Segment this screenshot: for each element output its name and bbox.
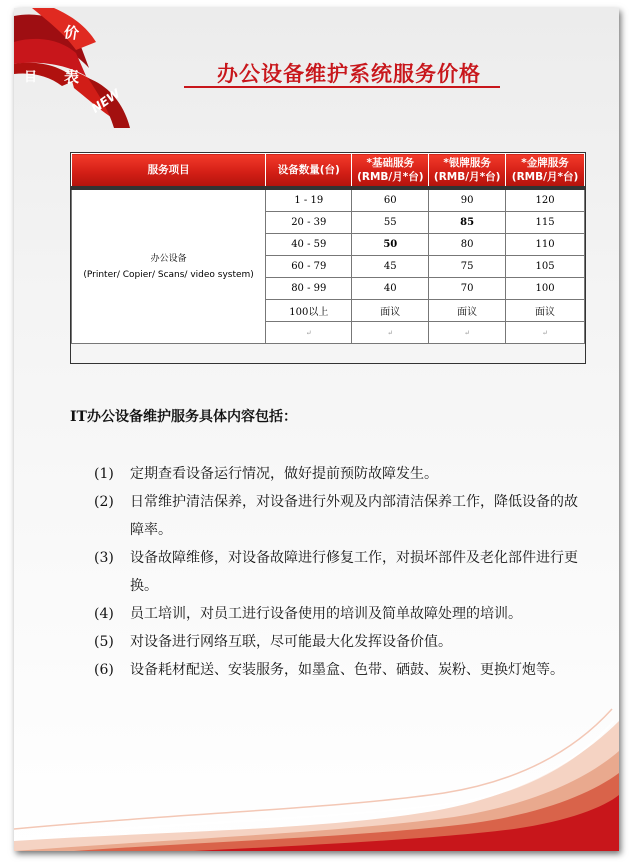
cell-silver: 面议 xyxy=(429,300,506,322)
badge-char-top: 价 xyxy=(62,23,81,43)
service-cell xyxy=(72,188,266,344)
price-page xyxy=(14,8,619,851)
cell-basic: 40 xyxy=(352,278,429,300)
item-number: (5) xyxy=(94,634,114,650)
badge-char-left: 目 xyxy=(24,70,38,85)
th-basic: *基础服务 (RMB/月*台) xyxy=(352,154,429,189)
item-text: 设备故障维修，对设备故障进行修复工作，对损坏部件及老化部件进行更换。 xyxy=(130,550,578,594)
item-text: 对设备进行网络互联，尽可能最大化发挥设备价值。 xyxy=(130,634,452,650)
service-desc: (Printer/ Copier/ Scans/ video system) xyxy=(83,269,254,280)
cell-basic: 50 xyxy=(352,234,429,256)
cell-gold: 120 xyxy=(506,188,585,212)
badge-new-tag: NEW xyxy=(88,86,123,116)
table-header-row xyxy=(72,154,585,189)
list-item xyxy=(94,488,590,544)
item-number: (3) xyxy=(94,550,114,566)
th-quantity: 设备数量(台) xyxy=(266,154,352,189)
cell-gold: 110 xyxy=(506,234,585,256)
cell-gold: ↵ xyxy=(506,322,585,344)
cell-silver: 85 xyxy=(429,212,506,234)
title-underline xyxy=(184,86,500,88)
th-service: 服务项目 xyxy=(72,154,266,189)
cell-basic: 60 xyxy=(352,188,429,212)
list-item xyxy=(94,628,590,656)
cell-silver: 80 xyxy=(429,234,506,256)
item-number: (6) xyxy=(94,662,114,678)
cell-gold: 面议 xyxy=(506,300,585,322)
item-text: 设备耗材配送、安装服务，如墨盒、色带、硒鼓、炭粉、更换灯炮等。 xyxy=(130,662,564,678)
cell-basic: 面议 xyxy=(352,300,429,322)
decorative-swoosh xyxy=(14,681,619,851)
cell-qty: 1 - 19 xyxy=(266,188,352,212)
item-text: 员工培训，对员工进行设备使用的培训及简单故障处理的培训。 xyxy=(130,606,522,622)
cell-gold: 105 xyxy=(506,256,585,278)
service-name: 办公设备 xyxy=(150,253,187,264)
price-table xyxy=(71,153,585,344)
item-number: (4) xyxy=(94,606,114,622)
th-silver: *银牌服务 (RMB/月*台) xyxy=(429,154,506,189)
cell-basic: 45 xyxy=(352,256,429,278)
cell-qty: 80 - 99 xyxy=(266,278,352,300)
table-row xyxy=(72,188,585,212)
cell-qty: 40 - 59 xyxy=(266,234,352,256)
cell-silver: 90 xyxy=(429,188,506,212)
cell-basic: 55 xyxy=(352,212,429,234)
cell-qty: 100以上 xyxy=(266,300,352,322)
item-text: 日常维护清洁保养，对设备进行外观及内部清洁保养工作，降低设备的故障率。 xyxy=(130,494,578,538)
item-text: 定期查看设备运行情况，做好提前预防故障发生。 xyxy=(130,466,438,482)
cell-silver: ↵ xyxy=(429,322,506,344)
section-heading: IT办公设备维护服务具体内容包括： xyxy=(70,409,297,425)
list-item xyxy=(94,460,590,488)
cell-qty: 60 - 79 xyxy=(266,256,352,278)
service-list xyxy=(94,460,590,684)
list-item xyxy=(94,544,590,600)
list-item xyxy=(94,600,590,628)
item-number: (2) xyxy=(94,494,114,510)
list-item xyxy=(94,656,590,684)
badge-char-mid: 表 xyxy=(64,68,80,86)
th-gold: *金牌服务 (RMB/月*台) xyxy=(506,154,585,189)
cell-qty: 20 - 39 xyxy=(266,212,352,234)
cell-qty: ↵ xyxy=(266,322,352,344)
item-number: (1) xyxy=(94,466,114,482)
page-title: 办公设备维护系统服务价格 xyxy=(217,61,481,86)
cell-gold: 115 xyxy=(506,212,585,234)
cell-basic: ↵ xyxy=(352,322,429,344)
cell-silver: 75 xyxy=(429,256,506,278)
cell-gold: 100 xyxy=(506,278,585,300)
cell-silver: 70 xyxy=(429,278,506,300)
